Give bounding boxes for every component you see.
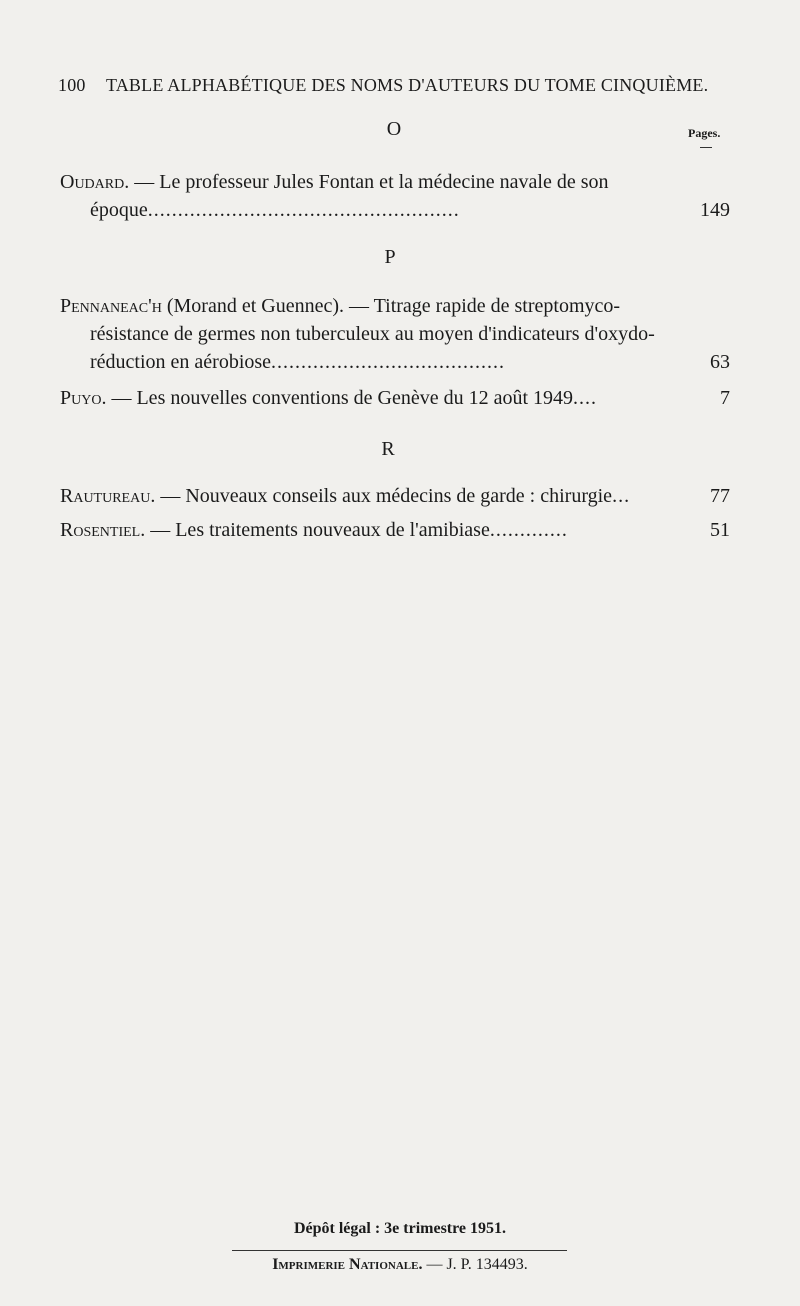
running-head [58, 75, 708, 96]
entry-page-number: 63 [710, 351, 730, 373]
entry-author: Rautureau. [60, 485, 156, 507]
dot-leader: ....................................... [271, 351, 506, 373]
entry-author: Rosentiel. [60, 519, 146, 541]
dot-leader: .................................................... [147, 199, 460, 221]
entry-page-number: 7 [720, 387, 730, 409]
section-letter-o: O [386, 118, 402, 140]
section-letter-r: R [381, 438, 395, 460]
section-letter-p: P [384, 246, 396, 268]
entry-text-line: — Les traitements nouveaux de l'amibiase [150, 519, 490, 541]
entry-text-line: — Le professeur Jules Fontan et la médecine navale de son [134, 171, 609, 193]
dot-leader: .... [573, 387, 598, 409]
entry-page-number: 51 [710, 519, 730, 541]
entry-text-line: réduction en aérobiose [90, 351, 272, 373]
page-number: 100 [58, 75, 86, 95]
entry-author: Pennaneac'h [60, 295, 162, 317]
index-entry [60, 384, 730, 412]
entry-page-number: 149 [700, 199, 730, 221]
index-entry [60, 292, 730, 376]
pages-label-rule [700, 147, 712, 148]
printer-line [0, 1256, 800, 1274]
entry-author: Puyo. [60, 387, 107, 409]
pages-column-label: Pages. [688, 126, 721, 140]
entry-author: Oudard. [60, 171, 130, 193]
printer-name: Imprimerie Nationale. [272, 1256, 423, 1273]
printer-reference: — J. P. 134493. [426, 1256, 528, 1273]
entry-text-line: — Les nouvelles conventions de Genève du 12 août 1949 [111, 387, 574, 409]
entry-text-line: résistance de germes non tuberculeux au moyen d'indicateurs d'oxydo- [90, 323, 655, 345]
index-entry [60, 168, 730, 224]
page-title: TABLE ALPHABÉTIQUE DES NOMS D'AUTEURS DU TOME CINQUIÈME. [105, 75, 709, 95]
entry-text-line: — Nouveaux conseils aux médecins de garde : chirurgie [160, 485, 613, 507]
entry-page-number: 77 [710, 485, 730, 507]
index-entry [60, 482, 730, 510]
footer-rule [232, 1250, 567, 1251]
dot-leader: ... [612, 485, 631, 507]
entry-text-line: (Morand et Guennec). — Titrage rapide de streptomyco- [166, 295, 621, 317]
index-entry [60, 516, 730, 544]
entry-text-line: époque [90, 199, 148, 221]
dot-leader: ............. [489, 519, 568, 541]
legal-deposit: Dépôt légal : 3e trimestre 1951. [293, 1220, 507, 1237]
